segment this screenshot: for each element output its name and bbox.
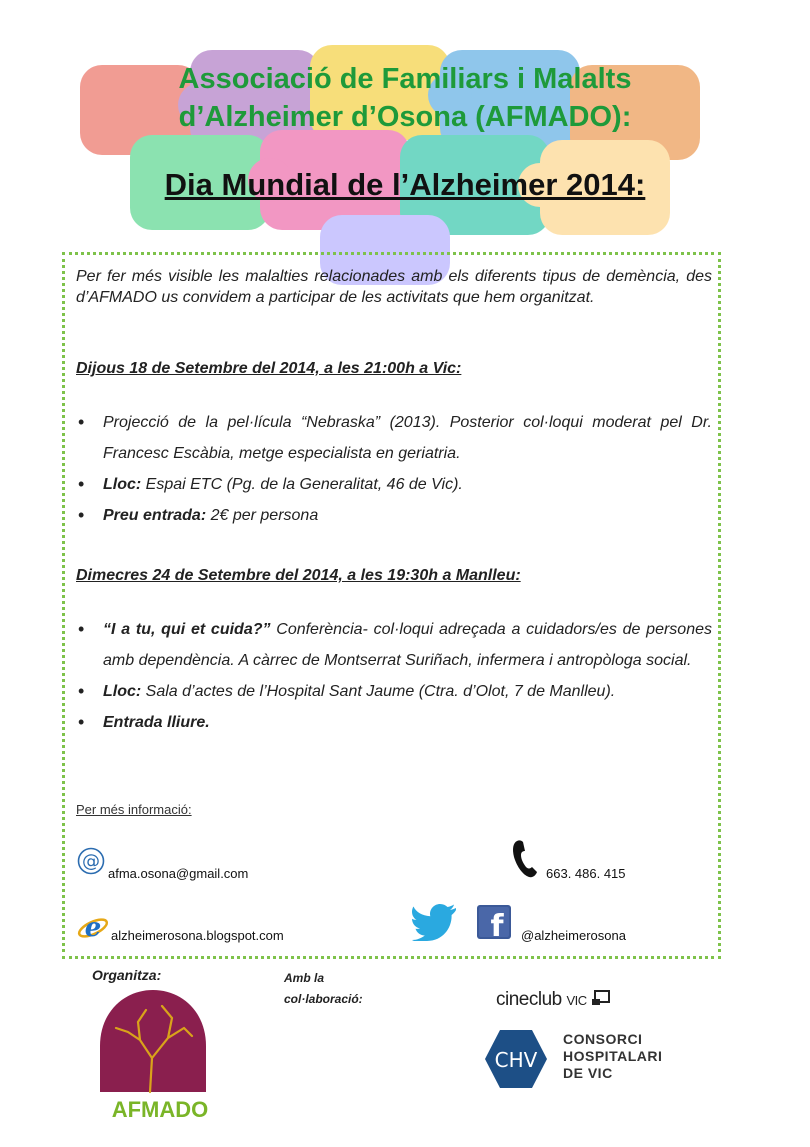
phone-number: 663. 486. 415 [546, 866, 626, 881]
organizer-label: Organitza: [92, 967, 162, 983]
event2-entry-label: Entrada lliure. [103, 714, 210, 731]
chv-line3: DE VIC [563, 1065, 613, 1081]
collaboration-label [284, 968, 363, 1010]
event1-item-film-text: Projecció de la pel·lícula “Nebraska” (2013). Posterior col·loqui moderat pel Dr. Francesc Escàbia, metge especialista en geriatria. [103, 414, 712, 462]
event2-item-talk [76, 614, 712, 676]
blog-link[interactable]: alzheimerosona.blogspot.com [111, 928, 284, 943]
event2-place-label: Lloc: [103, 683, 142, 700]
afmado-logo [92, 988, 214, 1096]
internet-explorer-icon [76, 911, 110, 945]
cineclub-vic-logo [496, 989, 611, 1011]
facebook-icon[interactable] [477, 905, 511, 939]
event2-place-text: Sala d’actes de l’Hospital Sant Jaume (Ctra. d’Olot, 7 de Manlleu). [141, 683, 616, 700]
intro-text: Per fer més visible les malalties relacionades amb els diferents tipus de demència, des d’AFMADO us convidem a participar de les activitats que hem organitzat. [76, 268, 712, 306]
event1-item-film [76, 407, 712, 469]
info-box [62, 252, 721, 959]
social-handle[interactable]: @alzheimerosona [521, 928, 626, 943]
event1-price-label: Preu entrada: [103, 507, 207, 524]
event2-list [76, 614, 712, 738]
at-sign-icon [77, 847, 105, 875]
event1-place-label: Lloc: [103, 476, 142, 493]
twitter-icon[interactable] [412, 903, 458, 941]
email-link[interactable]: afma.osona@gmail.com [108, 866, 249, 881]
event1-list [76, 407, 712, 531]
event1-price-text: 2€ per persona [206, 507, 319, 524]
collaboration-label-line1: Amb la [284, 971, 325, 985]
org-title-line1: Associació de Familiars i Malalts [178, 63, 632, 95]
event1-date: Dijous 18 de Setembre del 2014, a les 21:00h a Vic: [76, 360, 462, 377]
org-title-line2: d’Alzheimer d’Osona (AFMADO): [178, 101, 632, 133]
event1-place-text: Espai ETC (Pg. de la Generalitat, 46 de Vic). [141, 476, 463, 493]
chv-logo-text [563, 1031, 662, 1082]
more-info-label: Per més informació: [76, 802, 192, 817]
chv-line1: CONSORCI [563, 1031, 643, 1047]
event-title: Dia Mundial de l’Alzheimer 2014: [164, 167, 646, 202]
cineclub-vic-text: VIC [566, 993, 587, 1008]
chv-line2: HOSPITALARI [563, 1048, 663, 1064]
collaboration-label-line2: col·laboració: [284, 992, 363, 1006]
chv-logo [483, 1028, 549, 1090]
header [0, 60, 810, 136]
event2-date: Dimecres 24 de Setembre del 2014, a les 19:30h a Manlleu: [76, 567, 521, 584]
svg-text:@: @ [82, 851, 100, 872]
event2-item-place [76, 676, 712, 707]
chv-logo-mark: CHV [494, 1048, 538, 1072]
svg-text:f: f [490, 909, 504, 939]
phone-icon [511, 839, 539, 879]
svg-text:e: e [84, 913, 102, 943]
film-frame-icon [591, 990, 611, 1006]
event2-item-entry [76, 707, 712, 738]
event1-item-price [76, 500, 712, 531]
event1-item-place [76, 469, 712, 500]
event2-talk-label: “I a tu, qui et cuida?” [103, 621, 271, 638]
event2-talk-text: Conferència- col·loqui adreçada a cuidadors/es de persones amb dependència. A càrrec de Montserrat Suriñach, infermera i antropòloga social. [103, 621, 712, 669]
cineclub-logo-text: cineclub [496, 989, 562, 1010]
afmado-logo-text: AFMADO [111, 1097, 209, 1122]
